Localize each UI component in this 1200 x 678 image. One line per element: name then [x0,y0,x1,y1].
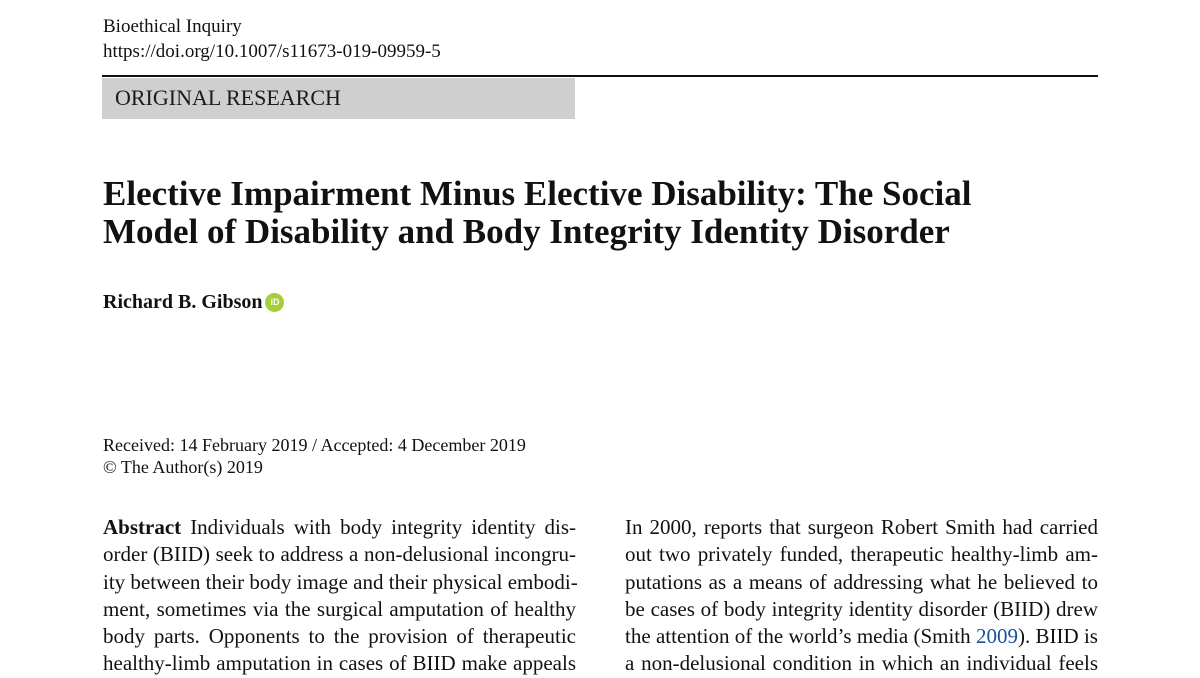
intro-line-5-before: the attention of the world’s media (Smith [625,624,976,649]
citation-link-smith-2009[interactable]: 2009 [975,624,1018,649]
orcid-icon[interactable]: iD [265,293,284,312]
intro-line [625,623,1098,650]
abstract-line: body parts. Opponents to the provision of therapeutic [103,624,576,649]
intro-line: putations as a means of addressing what he believed to [625,569,1098,594]
author-name: Richard B. Gibson [103,291,263,313]
copyright-notice: © The Author(s) 2019 [103,457,263,477]
intro-line: be cases of body integrity identity disorder (BIID) drew [625,596,1098,621]
article-title [103,175,1063,251]
title-line-1: Elective Impairment Minus Elective Disability: The Social [103,174,972,213]
abstract-line: ity between their body image and their physical embodi- [103,569,578,594]
author [103,290,284,314]
journal-name: Bioethical Inquiry [103,16,242,37]
doi-link[interactable]: https://doi.org/10.1007/s11673-019-09959-5 [103,41,441,62]
article-type-label: ORIGINAL RESEARCH [115,85,341,110]
abstract-line: ment, sometimes via the surgical amputation of healthy [103,596,576,621]
title-line-2: Model of Disability and Body Integrity Identity Disorder [103,212,950,251]
abstract-label: Abstract [103,515,182,539]
intro-line-5-after: ). BIID is [1017,624,1098,649]
received-accepted-dates: Received: 14 February 2019 / Accepted: 4 December 2019 [103,435,526,455]
abstract-line-1-text: Individuals with body integrity identity dis- [181,515,576,539]
intro-line: out two privately funded, therapeutic healthy-limb am- [625,542,1098,567]
abstract-line: healthy-limb amputation in cases of BIID make appeals [103,651,576,676]
abstract-column [103,514,576,678]
article-type-bar [102,78,575,119]
abstract-line [103,514,576,541]
intro-line: In 2000, reports that surgeon Robert Smith had carried [625,515,1098,539]
intro-column [625,514,1098,678]
header-rule [102,75,1098,77]
abstract-line: order (BIID) seek to address a non-delusional incongru- [103,542,576,567]
intro-line: a non-delusional condition in which an individual feels [625,651,1098,676]
